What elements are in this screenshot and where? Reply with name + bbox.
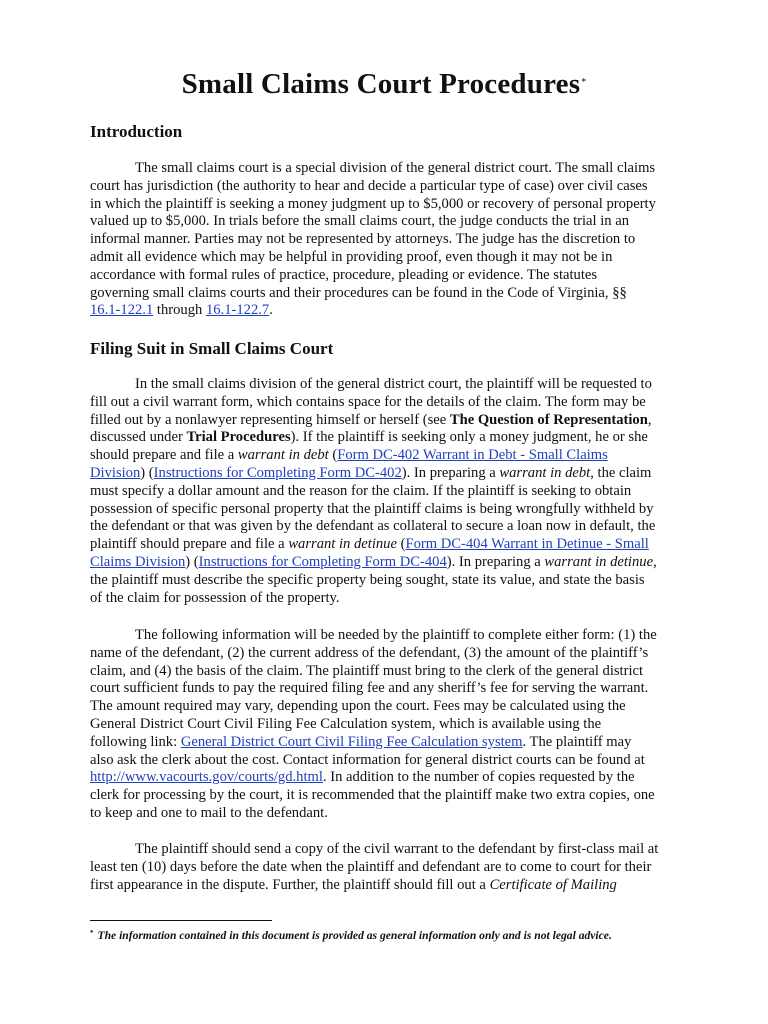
- intro-line: valued up to $5,000. In trials before the small claims court, the judge conducts the trial in an: [90, 213, 630, 230]
- bold-ref-question-of-representation: The Question of Representation: [449, 411, 648, 428]
- filing-line: clerk for processing by the court, it is recommended that the plaintiff make two extra copies, one: [90, 787, 655, 804]
- code-section-link-16-1-122-7[interactable]: 16.1-122.7: [205, 302, 270, 319]
- filing-line: possession of specific personal property that the plaintiff claims is being wrongfully withheld by: [90, 500, 654, 517]
- intro-line: in which the plaintiff is seeking a money judgment up to $5,000 or recovery of personal property: [90, 195, 656, 212]
- filing-line: court sufficient funds to pay the required filing fee and any sheriff’s fee for serving the warrant.: [90, 680, 649, 697]
- intro-line: The small claims court is a special division of the general district court. The small claims: [135, 160, 656, 176]
- filing-line: discussed under Trial Procedures). If the plaintiff is seeking only a money judgment, he or she: [90, 429, 648, 446]
- filing-line: Division) (Instructions for Completing Form DC-402). In preparing a warrant in debt, the claim: [90, 464, 652, 481]
- vacourts-gd-link[interactable]: http://www.vacourts.gov/courts/gd.html: [90, 769, 323, 786]
- instructions-dc-402-link[interactable]: Instructions for Completing Form DC-402: [153, 464, 402, 481]
- filing-line: The amount required may vary, depending upon the court. Fees may be calculated using the: [90, 698, 626, 715]
- filing-line: of the claim for possession of the property.: [90, 589, 340, 606]
- filing-line: to keep and one to mail to the defendant.: [90, 804, 328, 821]
- filing-line: fill out a civil warrant form, which contains space for the details of the claim. The form may be: [90, 393, 646, 410]
- filing-line: least ten (10) days before the date when the plaintiff and defendant are to come to court for their: [90, 858, 652, 875]
- filing-line: filled out by a nonlawyer representing himself or herself (see The Question of Representation,: [90, 411, 652, 428]
- instructions-dc-404-link[interactable]: Instructions for Completing Form DC-404: [198, 553, 447, 570]
- filing-line: must specify a dollar amount and the reason for the claim. If the plaintiff is seeking to obtain: [90, 482, 632, 499]
- intro-line: accordance with formal rules of practice, procedure, pleading or evidence. The statutes: [90, 266, 598, 283]
- form-dc-404-link[interactable]: Form DC-404 Warrant in Detinue - Small: [405, 536, 649, 553]
- section-heading-introduction: Introduction: [90, 122, 183, 141]
- filing-line: The plaintiff should send a copy of the civil warrant to the defendant by first-class mail at: [135, 841, 659, 857]
- filing-line: should prepare and file a warrant in debt (Form DC-402 Warrant in Debt - Small Claims: [90, 447, 608, 464]
- intro-paragraph: [90, 160, 690, 320]
- filing-fee-calculation-link[interactable]: General District Court Civil Filing Fee Calculation system: [180, 733, 523, 750]
- bold-ref-trial-procedures: Trial Procedures: [186, 429, 291, 446]
- filing-line: The following information will be needed by the plaintiff to complete either form: (1) the: [135, 627, 657, 643]
- filing-line: the defendant or that was given by the defendant as collateral to secure a loan now in default, the: [90, 518, 656, 535]
- filing-line: following link: General District Court Civil Filing Fee Calculation system. The plaintiff may: [90, 733, 632, 750]
- section-heading-filing-suit: Filing Suit in Small Claims Court: [90, 339, 334, 358]
- footnote-divider: [90, 920, 272, 921]
- code-section-link-16-1-122-1[interactable]: 16.1-122.1: [90, 302, 154, 319]
- intro-line: informal manner. Parties may not be represented by attorneys. The judge has the discretion to: [90, 231, 636, 248]
- intro-line: admit all evidence which may be helpful in providing proof, even though it may not be in: [90, 248, 613, 265]
- filing-line: also ask the clerk about the cost. Contact information for general district courts can be found at: [90, 751, 645, 768]
- filing-paragraph-3: [90, 841, 690, 894]
- title-text: Small Claims Court Procedures: [181, 68, 581, 100]
- filing-line: http://www.vacourts.gov/courts/gd.html. In addition to the number of copies requested by the: [90, 769, 635, 786]
- filing-line: first appearance in the dispute. Further, the plaintiff should fill out a Certificate of Mailing: [90, 876, 617, 893]
- filing-paragraph-2: [90, 627, 690, 823]
- filing-line: General District Court Civil Filing Fee Calculation system, which is available using the: [90, 715, 602, 732]
- title-footnote-mark: *: [581, 77, 587, 88]
- filing-line: claim, and (4) the basis of the claim. The plaintiff must bring to the clerk of the general district: [90, 662, 644, 679]
- document-title: [0, 68, 768, 101]
- intro-line: governing small claims courts and their procedures can be found in the Code of Virginia, §§: [90, 284, 627, 301]
- filing-line: Claims Division) (Instructions for Completing Form DC-404). In preparing a warrant in detinue,: [90, 553, 657, 570]
- form-dc-402-link-cont[interactable]: Division: [90, 464, 141, 481]
- filing-line: the plaintiff must describe the specific property being sought, state its value, and state the basis: [90, 571, 645, 588]
- filing-paragraph-1: [90, 376, 690, 607]
- footnote: [90, 929, 612, 942]
- form-dc-402-link[interactable]: Form DC-402 Warrant in Debt - Small Claims: [337, 447, 608, 464]
- footnote-mark: *: [90, 929, 94, 937]
- filing-line: name of the defendant, (2) the current address of the defendant, (3) the amount of the plaintiff’s: [90, 644, 649, 661]
- form-dc-404-link-cont[interactable]: Claims Division: [90, 553, 186, 570]
- filing-line: plaintiff should prepare and file a warrant in detinue (Form DC-404 Warrant in Detinue - Small: [90, 536, 649, 553]
- footnote-text: The information contained in this document is provided as general information only and is not legal advice.: [97, 929, 612, 942]
- filing-line: In the small claims division of the general district court, the plaintiff will be requested to: [135, 376, 652, 392]
- intro-line: 16.1-122.1 through 16.1-122.7.: [90, 302, 273, 319]
- intro-line: court has jurisdiction (the authority to hear and decide a particular type of case) over civil cases: [90, 177, 648, 194]
